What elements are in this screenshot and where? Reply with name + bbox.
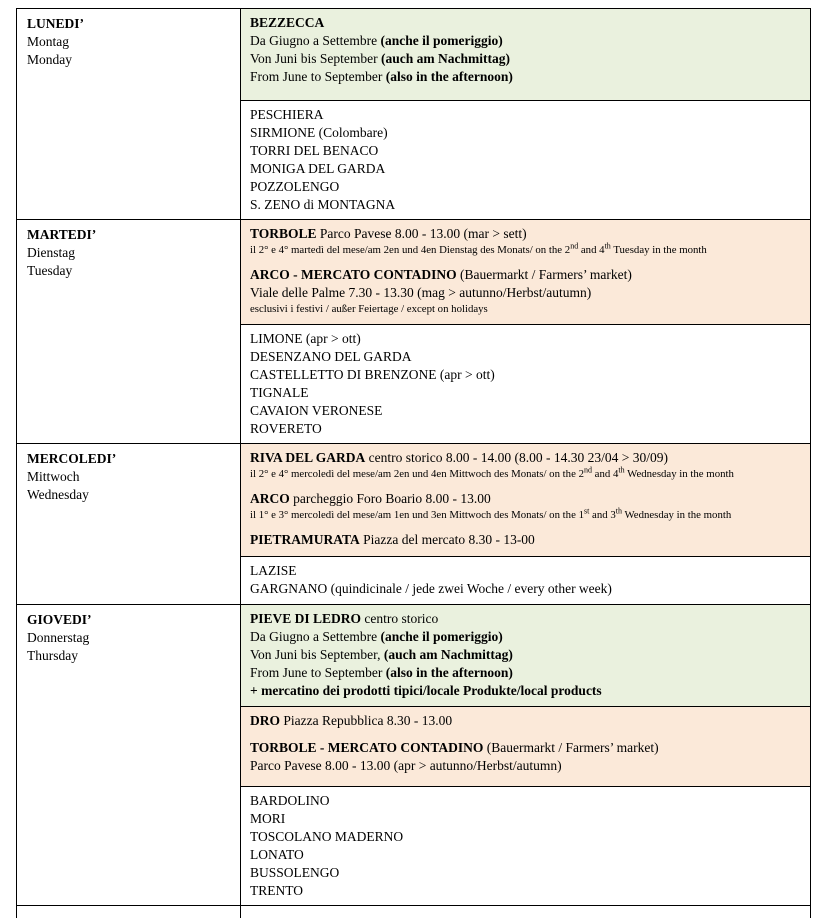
- text-run: parcheggio Foro Boario 8.00 - 13.00: [289, 491, 491, 506]
- market-entry: [250, 792, 801, 900]
- market-entry: [250, 739, 801, 775]
- day-title: GIOVEDI’: [27, 612, 92, 627]
- market-entry: [250, 106, 801, 214]
- market-line: [250, 348, 801, 366]
- text-run: TOSCOLANO MADERNO: [250, 829, 404, 844]
- market-schedule-table: [16, 8, 811, 918]
- day-cell: [17, 906, 241, 918]
- text-run: th: [618, 465, 625, 475]
- market-entry: [250, 266, 801, 316]
- market-line: [250, 828, 801, 846]
- market-entry: [250, 14, 801, 86]
- market-cell: [241, 9, 810, 100]
- market-line: [250, 160, 801, 178]
- day-name-german: Montag: [27, 34, 69, 49]
- market-entry: [250, 330, 801, 438]
- text-run: TIGNALE: [250, 385, 309, 400]
- market-line: [250, 531, 801, 549]
- text-run: MORI: [250, 811, 286, 826]
- text-run: il 2° e 4° mercoledì del mese/am 2en und 4en Mittwoch des Monats/ on the 2: [250, 468, 584, 480]
- market-line: [250, 196, 801, 214]
- text-run: PIEVE DI LEDRO: [250, 611, 362, 626]
- market-line: [250, 420, 801, 438]
- market-line: [250, 810, 801, 828]
- table-row: [17, 9, 810, 220]
- text-run: TORRI DEL BENACO: [250, 143, 379, 158]
- market-line: [250, 178, 801, 196]
- market-entry: [250, 610, 801, 700]
- market-line: [250, 792, 801, 810]
- market-line: [250, 610, 801, 628]
- day-cell: [17, 605, 241, 905]
- text-run: nd: [570, 241, 579, 251]
- text-run: centro storico: [361, 611, 439, 626]
- market-line: [250, 14, 801, 32]
- market-cell: [241, 100, 810, 219]
- text-run: MONIGA DEL GARDA: [250, 161, 386, 176]
- market-line: [250, 646, 801, 664]
- text-run: (Bauermarkt / Farmers’ market): [456, 267, 632, 282]
- market-line: [250, 580, 801, 598]
- text-run: and 3: [589, 509, 616, 521]
- text-run: Von Juni bis September: [250, 51, 381, 66]
- day-title: MERCOLEDI’: [27, 451, 117, 466]
- day-name-english: Monday: [27, 52, 72, 67]
- market-entry: [250, 562, 801, 598]
- day-name-german: Donnerstag: [27, 630, 90, 645]
- text-run: Parco Pavese 8.00 - 13.00 (mar > sett): [316, 226, 527, 241]
- text-run: S. ZENO di MONTAGNA: [250, 197, 396, 212]
- market-cells: [241, 444, 810, 604]
- text-run: ARCO: [250, 491, 290, 506]
- market-line: [250, 682, 801, 700]
- market-line: [250, 402, 801, 420]
- market-cells: [241, 220, 810, 443]
- market-line: [250, 284, 801, 302]
- market-line: [250, 106, 801, 124]
- day-cell: [17, 220, 241, 443]
- text-run: PIETRAMURATA: [250, 532, 360, 547]
- text-run: BARDOLINO: [250, 793, 330, 808]
- market-line: [250, 664, 801, 682]
- text-run: and 4: [578, 244, 605, 256]
- text-run: (also in the afternoon): [385, 69, 513, 84]
- text-run: il 2° e 4° martedì del mese/am 2en und 4en Dienstag des Monats/ on the 2: [250, 244, 571, 256]
- market-line: [250, 68, 801, 86]
- text-run: LAZISE: [250, 563, 297, 578]
- market-line: [250, 467, 801, 481]
- text-run: st: [583, 506, 590, 516]
- text-run: TRENTO: [250, 883, 303, 898]
- market-entry: [250, 225, 801, 257]
- text-run: Da Giugno a Settembre: [250, 629, 381, 644]
- text-run: (auch am Nachmittag): [381, 51, 510, 66]
- text-run: (Bauermarkt / Farmers’ market): [483, 740, 659, 755]
- text-run: BUSSOLENGO: [250, 865, 340, 880]
- text-run: SIRMIONE (Colombare): [250, 125, 388, 140]
- market-line: [250, 32, 801, 50]
- text-run: DRO: [250, 713, 280, 728]
- market-cell: [241, 220, 810, 324]
- text-run: BEZZECCA: [250, 15, 325, 30]
- text-run: TORBOLE: [250, 226, 317, 241]
- table-row-partial: [17, 906, 810, 918]
- market-line: [250, 50, 801, 68]
- text-run: (anche il pomeriggio): [380, 33, 503, 48]
- market-line: [250, 124, 801, 142]
- market-line: [250, 243, 801, 257]
- market-entry: [250, 449, 801, 481]
- day-name-english: Thursday: [27, 648, 78, 663]
- market-entry: [250, 490, 801, 522]
- text-run: Wednesday in the month: [621, 509, 732, 521]
- market-entry: [250, 531, 801, 549]
- day-name-german: Mittwoch: [27, 469, 80, 484]
- text-run: Viale delle Palme 7.30 - 13.30 (mag > autunno/Herbst/autumn): [250, 285, 592, 300]
- market-cells: [241, 605, 810, 905]
- market-line: [250, 449, 801, 467]
- text-run: CAVAION VERONESE: [250, 403, 383, 418]
- text-run: esclusivi i festivi / außer Feiertage / except on holidays: [250, 303, 488, 315]
- text-run: ARCO - MERCATO CONTADINO: [250, 267, 457, 282]
- text-run: and 4: [591, 468, 619, 480]
- text-run: Parco Pavese 8.00 - 13.00 (apr > autunno/Herbst/autumn): [250, 758, 562, 773]
- market-line: [250, 757, 801, 775]
- market-cell: [241, 324, 810, 443]
- text-run: POZZOLENGO: [250, 179, 340, 194]
- text-run: (auch am Nachmittag): [383, 647, 513, 662]
- market-line: [250, 562, 801, 580]
- market-line: [250, 366, 801, 384]
- market-line: [250, 846, 801, 864]
- day-name-german: Dienstag: [27, 245, 75, 260]
- market-line: [250, 266, 801, 284]
- text-run: Da Giugno a Settembre: [250, 33, 381, 48]
- text-run: Von Juni bis September,: [250, 647, 384, 662]
- text-run: centro storico 8.00 - 14.00 (8.00 - 14.30 23/04 > 30/09): [365, 450, 668, 465]
- market-line: [250, 628, 801, 646]
- text-run: GARGNANO (quindicinale / jede zwei Woche / every other week): [250, 581, 612, 596]
- day-title: LUNEDI’: [27, 16, 85, 31]
- table-row: [17, 444, 810, 605]
- market-cell: [241, 444, 810, 556]
- text-run: th: [615, 506, 622, 516]
- market-line: [250, 330, 801, 348]
- text-run: PESCHIERA: [250, 107, 324, 122]
- text-run: (also in the afternoon): [385, 665, 513, 680]
- day-name-english: Wednesday: [27, 487, 89, 502]
- market-line: [250, 302, 801, 316]
- text-run: (anche il pomeriggio): [380, 629, 503, 644]
- day-name-english: Tuesday: [27, 263, 73, 278]
- market-cell: [241, 605, 810, 706]
- market-cell: [241, 556, 810, 604]
- day-cell: [17, 444, 241, 604]
- text-run: LONATO: [250, 847, 304, 862]
- market-line: [250, 225, 801, 243]
- text-run: Tuesday in the month: [610, 244, 707, 256]
- text-run: CASTELLETTO DI BRENZONE (apr > ott): [250, 367, 495, 382]
- day-title: MARTEDI’: [27, 227, 97, 242]
- market-line: [250, 384, 801, 402]
- market-cells: [241, 9, 810, 219]
- table-row: [17, 605, 810, 906]
- text-run: Piazza Repubblica 8.30 - 13.00: [280, 713, 453, 728]
- market-line: [250, 864, 801, 882]
- text-run: + mercatino dei prodotti tipici/locale Produkte/local products: [250, 683, 602, 698]
- market-cell: [241, 786, 810, 905]
- text-run: ROVERETO: [250, 421, 322, 436]
- text-run: nd: [583, 465, 592, 475]
- table-row: [17, 220, 810, 444]
- text-run: RIVA DEL GARDA: [250, 450, 366, 465]
- market-line: [250, 142, 801, 160]
- market-cells: [241, 906, 810, 918]
- text-run: LIMONE (apr > ott): [250, 331, 361, 346]
- day-cell: [17, 9, 241, 219]
- text-run: th: [604, 241, 611, 251]
- text-run: From June to September: [250, 665, 386, 680]
- text-run: Piazza del mercato 8.30 - 13-00: [359, 532, 535, 547]
- market-line: [250, 490, 801, 508]
- text-run: DESENZANO DEL GARDA: [250, 349, 412, 364]
- text-run: From June to September: [250, 69, 386, 84]
- text-run: TORBOLE - MERCATO CONTADINO: [250, 740, 484, 755]
- market-cell: [241, 706, 810, 786]
- market-entry: [250, 712, 801, 730]
- market-line: [250, 739, 801, 757]
- market-line: [250, 508, 801, 522]
- text-run: il 1° e 3° mercoledì del mese/am 1en und 3en Mittwoch des Monats/ on the 1: [250, 509, 584, 521]
- market-line: [250, 712, 801, 730]
- text-run: Wednesday in the month: [624, 468, 734, 480]
- market-line: [250, 882, 801, 900]
